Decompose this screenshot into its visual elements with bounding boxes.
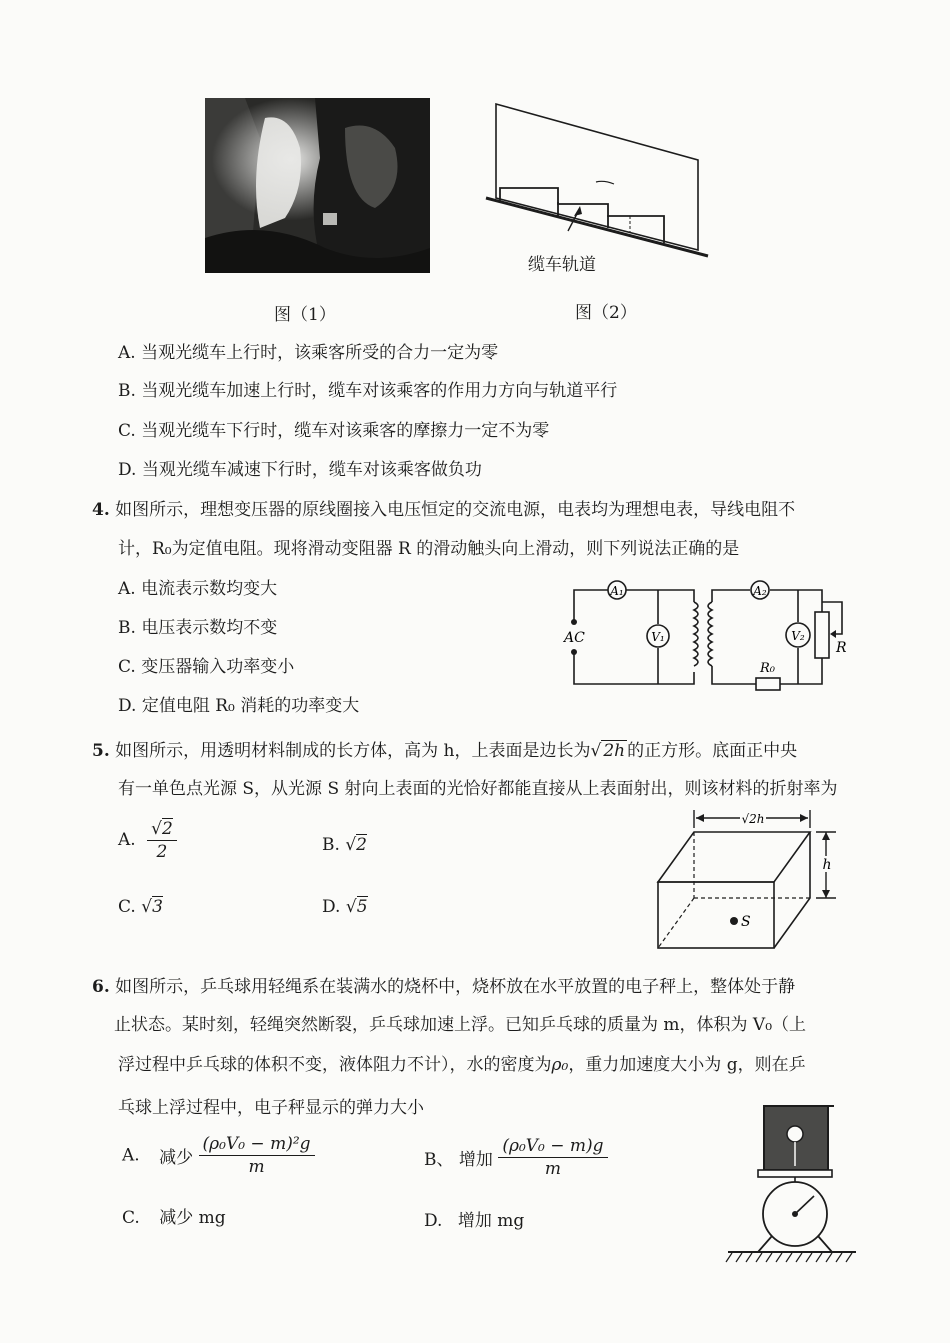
q5-option-d: D. √5 bbox=[322, 897, 368, 917]
q3-option-a: A. 当观光缆车上行时，该乘客所受的合力一定为零 bbox=[118, 343, 499, 363]
beaker-on-scale-diagram bbox=[722, 1102, 862, 1272]
figure-1-caption: 图（1） bbox=[274, 305, 336, 325]
rheostat-label: R bbox=[836, 640, 847, 656]
fraction-sqrt2-over-2: $\frac{√2}{2}$ bbox=[147, 818, 177, 862]
q6-stem-line-1: 6. 如图所示，乒乓球用轻绳系在装满水的烧杯中，烧杯放在水平放置的电子秤上，整体处于静 bbox=[92, 977, 796, 997]
q5-option-a: A. $\frac{√2}{2}$ bbox=[118, 818, 177, 862]
q5-option-c: C. √3 bbox=[118, 897, 163, 917]
q4-option-c: C. 变压器输入功率变小 bbox=[118, 657, 295, 677]
q6-option-a: A. 减少 $\frac{\text{(ρ₀V₀ − m)²g}}{m}$ bbox=[122, 1134, 315, 1177]
fraction-option-b: $\frac{\text{(ρ₀V₀ − m)g}}{m}$ bbox=[498, 1136, 607, 1179]
light-source-label: S bbox=[741, 914, 751, 930]
q6-stem-line-4: 乓球上浮过程中，电子秤显示的弹力大小 bbox=[118, 1098, 424, 1118]
track-label: 缆车轨道 bbox=[528, 255, 596, 275]
q6-stem-line-3: 浮过程中乒乓球的体积不变，液体阻力不计），水的密度为ρ₀，重力加速度大小为 g，则在乒 bbox=[118, 1055, 806, 1075]
q5-stem-line-2: 有一单色点光源 S，从光源 S 射向上表面的光恰好都能直接从上表面射出，则该材料的折射率为 bbox=[118, 779, 838, 799]
q4-stem-line-1: 4. 如图所示，理想变压器的原线圈接入电压恒定的交流电源，电表均为理想电表，导线电阻不 bbox=[92, 500, 796, 520]
voltmeter-v1-label: V₁ bbox=[651, 630, 665, 644]
q6-option-d: D. 增加 mg bbox=[424, 1211, 525, 1231]
height-label: h bbox=[822, 857, 832, 873]
ammeter-a1-label: A₁ bbox=[610, 584, 624, 598]
q3-option-c: C. 当观光缆车下行时，缆车对该乘客的摩擦力一定不为零 bbox=[118, 421, 550, 441]
q4-stem-line-2: 计，R₀为定值电阻。现将滑动变阻器 R 的滑动触头向上滑动，则下列说法正确的是 bbox=[118, 539, 740, 559]
q3-option-d: D. 当观光缆车减速下行时，缆车对该乘客做负功 bbox=[118, 460, 482, 480]
ac-source-label: AC bbox=[564, 630, 585, 646]
figure-2-caption: 图（2） bbox=[575, 303, 637, 323]
fixed-resistor-label: R₀ bbox=[760, 661, 775, 676]
q4-option-d: D. 定值电阻 R₀ 消耗的功率变大 bbox=[118, 696, 360, 716]
q3-option-b: B. 当观光缆车加速上行时，缆车对该乘客的作用力方向与轨道平行 bbox=[118, 381, 618, 401]
sqrt-2h: √ 2h bbox=[590, 741, 626, 761]
q4-option-a: A. 电流表示数均变大 bbox=[118, 579, 278, 599]
voltmeter-v2-label: V₂ bbox=[791, 629, 805, 643]
light-source-dot bbox=[730, 917, 738, 925]
q5-stem-line-1: 5. 如图所示，用透明材料制成的长方体，高为 h，上表面是边长为√ 2h 的正方形。底面正中央 bbox=[92, 741, 798, 761]
cuboid-diagram bbox=[650, 800, 850, 955]
transformer-circuit bbox=[560, 572, 860, 697]
q5-option-b: B. √2 bbox=[322, 835, 367, 855]
width-label: √2h bbox=[741, 812, 765, 826]
cable-car-diagram bbox=[480, 98, 715, 273]
q6-option-b: B、 增加 $\frac{\text{(ρ₀V₀ − m)g}}{m}$ bbox=[424, 1136, 608, 1179]
q4-option-b: B. 电压表示数均不变 bbox=[118, 618, 278, 638]
ammeter-a2-label: A₂ bbox=[753, 584, 767, 598]
q6-stem-line-2: 止状态。某时刻，轻绳突然断裂，乒乓球加速上浮。已知乒乓球的质量为 m，体积为 V₀（上 bbox=[114, 1015, 807, 1035]
cable-car-photo bbox=[205, 98, 430, 273]
q6-option-c: C. 减少 mg bbox=[122, 1208, 226, 1228]
fraction-option-a: $\frac{\text{(ρ₀V₀ − m)²g}}{m}$ bbox=[199, 1134, 315, 1177]
